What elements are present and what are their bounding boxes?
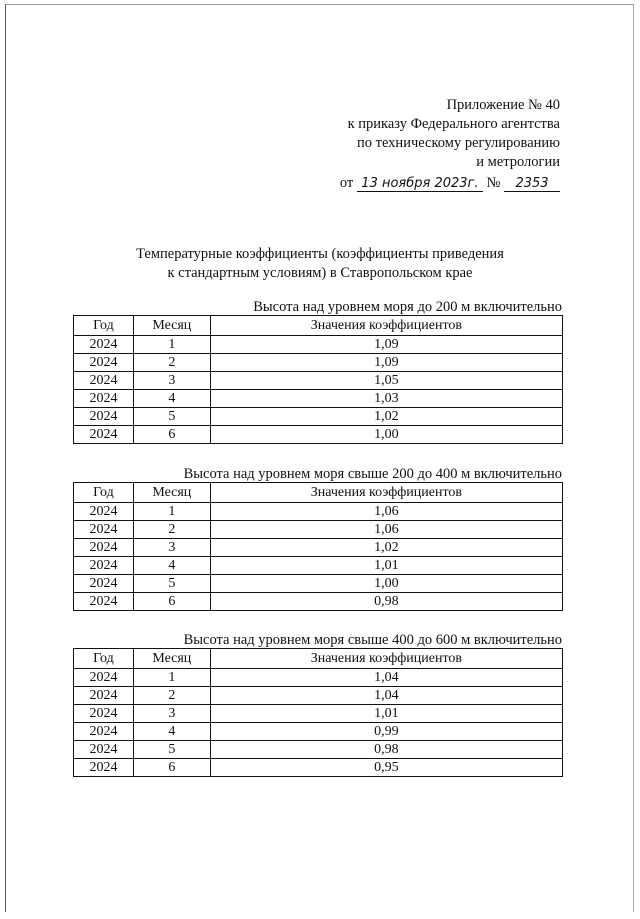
cell-value: 1,05 <box>210 372 562 390</box>
cell-year: 2024 <box>74 669 134 687</box>
cell-value: 1,06 <box>210 503 562 521</box>
cell-month: 4 <box>133 723 210 741</box>
coefficients-table <box>73 648 563 777</box>
table-row <box>74 372 563 390</box>
cell-value: 1,01 <box>210 705 562 723</box>
order-date: 13 ноября 2023г. <box>357 176 483 192</box>
title-line-1: Температурные коэффициенты (коэффициенты приведения <box>136 246 504 262</box>
header-value: Значения коэффициентов <box>210 483 562 503</box>
table-row <box>74 575 563 593</box>
cell-year: 2024 <box>74 426 134 444</box>
table-row <box>74 759 563 777</box>
cell-year: 2024 <box>74 687 134 705</box>
cell-year: 2024 <box>74 390 134 408</box>
order-line <box>340 174 560 193</box>
cell-month: 4 <box>133 390 210 408</box>
appendix-line-4: и метрологии <box>476 154 560 170</box>
cell-year: 2024 <box>74 723 134 741</box>
header-month: Месяц <box>133 316 210 336</box>
cell-value: 0,98 <box>210 593 562 611</box>
cell-year: 2024 <box>74 593 134 611</box>
coefficients-block-2 <box>73 466 563 611</box>
header-month: Месяц <box>133 483 210 503</box>
cell-value: 1,02 <box>210 539 562 557</box>
cell-month: 2 <box>133 354 210 372</box>
coefficients-block-1 <box>73 299 563 444</box>
table-row <box>74 539 563 557</box>
cell-month: 1 <box>133 669 210 687</box>
cell-month: 2 <box>133 687 210 705</box>
order-number: 2353 <box>504 176 560 192</box>
table-row <box>74 723 563 741</box>
table-row <box>74 426 563 444</box>
cell-month: 3 <box>133 372 210 390</box>
cell-year: 2024 <box>74 503 134 521</box>
table-caption: Высота над уровнем моря до 200 м включительно <box>253 299 562 315</box>
cell-month: 6 <box>133 593 210 611</box>
table-header-row <box>74 316 563 336</box>
cell-month: 5 <box>133 741 210 759</box>
header-year: Год <box>74 483 134 503</box>
header-year: Год <box>74 316 134 336</box>
cell-value: 0,95 <box>210 759 562 777</box>
cell-month: 4 <box>133 557 210 575</box>
cell-month: 3 <box>133 539 210 557</box>
cell-year: 2024 <box>74 539 134 557</box>
cell-month: 6 <box>133 759 210 777</box>
cell-year: 2024 <box>74 408 134 426</box>
cell-month: 1 <box>133 503 210 521</box>
cell-year: 2024 <box>74 575 134 593</box>
cell-year: 2024 <box>74 336 134 354</box>
cell-month: 6 <box>133 426 210 444</box>
cell-value: 1,09 <box>210 336 562 354</box>
table-row <box>74 557 563 575</box>
cell-value: 1,02 <box>210 408 562 426</box>
header-value: Значения коэффициентов <box>210 649 562 669</box>
table-caption: Высота над уровнем моря свыше 200 до 400 м включительно <box>183 466 562 482</box>
document-title <box>100 245 540 283</box>
cell-year: 2024 <box>74 557 134 575</box>
cell-month: 3 <box>133 705 210 723</box>
coefficients-table <box>73 315 563 444</box>
cell-year: 2024 <box>74 705 134 723</box>
header-year: Год <box>74 649 134 669</box>
appendix-line-1: Приложение № 40 <box>446 97 560 113</box>
table-row <box>74 593 563 611</box>
table-row <box>74 521 563 539</box>
table-row <box>74 354 563 372</box>
cell-value: 1,09 <box>210 354 562 372</box>
table-row <box>74 503 563 521</box>
cell-month: 2 <box>133 521 210 539</box>
table-row <box>74 336 563 354</box>
cell-value: 1,04 <box>210 669 562 687</box>
cell-value: 0,99 <box>210 723 562 741</box>
cell-year: 2024 <box>74 372 134 390</box>
table-caption: Высота над уровнем моря свыше 400 до 600 м включительно <box>183 632 562 648</box>
appendix-line-3: по техническому регулированию <box>356 135 560 151</box>
cell-year: 2024 <box>74 759 134 777</box>
cell-month: 1 <box>133 336 210 354</box>
cell-value: 1,06 <box>210 521 562 539</box>
table-row <box>74 741 563 759</box>
header-month: Месяц <box>133 649 210 669</box>
cell-value: 1,00 <box>210 426 562 444</box>
cell-value: 1,01 <box>210 557 562 575</box>
appendix-header <box>340 96 560 193</box>
cell-value: 0,98 <box>210 741 562 759</box>
cell-value: 1,00 <box>210 575 562 593</box>
coefficients-block-3 <box>73 632 563 777</box>
cell-month: 5 <box>133 575 210 593</box>
appendix-line-2: к приказу Федерального агентства <box>347 116 560 132</box>
cell-value: 1,04 <box>210 687 562 705</box>
table-header-row <box>74 483 563 503</box>
cell-year: 2024 <box>74 354 134 372</box>
header-value: Значения коэффициентов <box>210 316 562 336</box>
table-row <box>74 705 563 723</box>
cell-value: 1,03 <box>210 390 562 408</box>
table-row <box>74 687 563 705</box>
coefficients-table <box>73 482 563 611</box>
cell-year: 2024 <box>74 521 134 539</box>
table-row <box>74 408 563 426</box>
cell-month: 5 <box>133 408 210 426</box>
table-header-row <box>74 649 563 669</box>
order-number-label: № <box>486 175 501 191</box>
table-row <box>74 669 563 687</box>
order-prefix: от <box>339 175 354 191</box>
title-line-2: к стандартным условиям) в Ставропольском крае <box>167 265 473 281</box>
cell-year: 2024 <box>74 741 134 759</box>
table-row <box>74 390 563 408</box>
